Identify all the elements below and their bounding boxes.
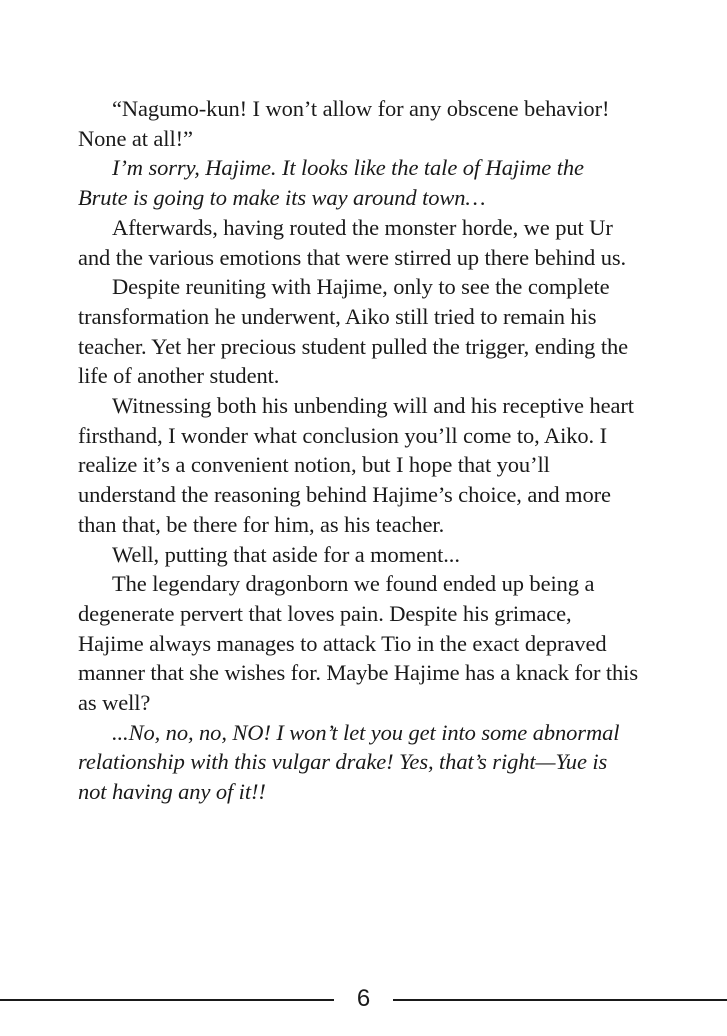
paragraph-6: Well, putting that aside for a moment... bbox=[112, 541, 460, 567]
footer-rule-left bbox=[0, 999, 334, 1001]
page-footer bbox=[0, 984, 727, 1014]
paragraph-8: ...No, no, no, NO! I won’t let you get into some abnormal relationship with this vulgar drake! Yes, that’s right—Yue is not having any of it!! bbox=[78, 719, 620, 805]
paragraph-7: The legendary dragonborn we found ended up being a degenerate pervert that loves pain. Despite his grimace, Hajime always manages to attack Tio in the exact depraved manner that she wishes for. Maybe Hajime has a knack for this as well? bbox=[78, 571, 638, 716]
paragraph-5: Witnessing both his unbending will and his receptive heart firsthand, I wonder what conclusion you’ll come to, Aiko. I realize it’s a convenient notion, but I hope that you’ll understand the reasoning behind Hajime’s choice, and more than that, be there for him, as his teacher. bbox=[78, 393, 634, 537]
body-text bbox=[78, 94, 638, 807]
page-number: 6 bbox=[356, 985, 371, 1012]
footer-rule-right bbox=[393, 999, 727, 1001]
paragraph-2: I’m sorry, Hajime. It looks like the tale of Hajime the Brute is going to make its way around town… bbox=[78, 155, 584, 211]
paragraph-1: “Nagumo-kun! I won’t allow for any obscene behavior! None at all!” bbox=[78, 96, 610, 151]
paragraph-4: Despite reuniting with Hajime, only to see the complete transformation he underwent, Aiko still tried to remain his teacher. Yet her precious student pulled the trigger, ending the life of another student. bbox=[78, 274, 629, 389]
paragraph-3: Afterwards, having routed the monster horde, we put Ur and the various emotions that were stirred up there behind us. bbox=[78, 214, 627, 270]
